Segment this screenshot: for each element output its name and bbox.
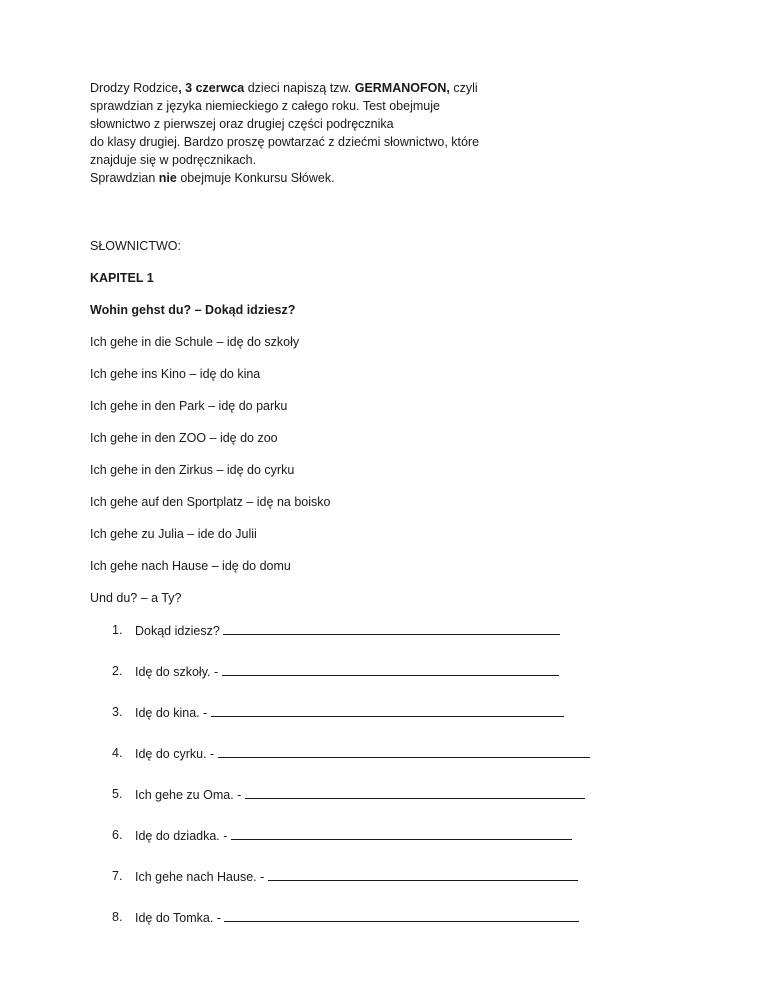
vocabulary-item: Ich gehe ins Kino – idę do kina bbox=[90, 367, 261, 381]
intro-test-name: GERMANOFON, bbox=[354, 81, 450, 95]
exercise-text: Idę do kina. - bbox=[135, 706, 211, 720]
intro-text: obejmuje Konkursu Słówek. bbox=[176, 171, 335, 185]
exercise-text: Idę do Tomka. - bbox=[135, 911, 225, 925]
answer-blank[interactable] bbox=[268, 867, 578, 881]
exercise-item bbox=[90, 621, 690, 640]
intro-line-5: znajduje się w podręcznikach. bbox=[90, 153, 257, 167]
vocabulary-item: Ich gehe in den Zirkus – idę do cyrku bbox=[90, 463, 295, 477]
intro-text: czyli bbox=[449, 81, 478, 95]
exercise-number: 2. bbox=[112, 664, 123, 678]
exercise-item bbox=[90, 785, 690, 804]
exercise-text: Ich gehe nach Hause. - bbox=[135, 870, 268, 884]
exercise-text: Idę do dziadka. - bbox=[135, 829, 231, 843]
vocabulary-item: Ich gehe zu Julia – ide do Julii bbox=[90, 527, 257, 541]
answer-blank[interactable] bbox=[231, 826, 572, 840]
exercise-item bbox=[90, 908, 690, 927]
intro-line-2: sprawdzian z języka niemieckiego z całego roku. Test obejmuje bbox=[90, 99, 440, 113]
exercise-prompt: Und du? – a Ty? bbox=[90, 591, 182, 605]
section-title: SŁOWNICTWO: bbox=[90, 239, 181, 253]
intro-line-6 bbox=[90, 169, 690, 187]
exercise-number: 4. bbox=[112, 746, 123, 760]
worksheet-page bbox=[90, 79, 690, 949]
answer-blank[interactable] bbox=[218, 744, 590, 758]
vocabulary-item: Ich gehe in den Park – idę do parku bbox=[90, 399, 288, 413]
vocabulary-item: Ich gehe in die Schule – idę do szkoły bbox=[90, 335, 300, 349]
answer-blank[interactable] bbox=[224, 908, 579, 922]
intro-date: , 3 czerwca bbox=[178, 81, 245, 95]
vocabulary-item: Ich gehe auf den Sportplatz – idę na boisko bbox=[90, 495, 331, 509]
intro-paragraph bbox=[90, 79, 690, 187]
question-heading: Wohin gehst du? – Dokąd idziesz? bbox=[90, 303, 296, 317]
exercise-number: 3. bbox=[112, 705, 123, 719]
chapter-title: KAPITEL 1 bbox=[90, 271, 154, 285]
exercise-number: 7. bbox=[112, 869, 123, 883]
exercise-text: Idę do szkoły. - bbox=[135, 665, 222, 679]
answer-blank[interactable] bbox=[223, 621, 560, 635]
intro-line-4: do klasy drugiej. Bardzo proszę powtarzać z dziećmi słownictwo, które bbox=[90, 135, 480, 149]
exercise-number: 8. bbox=[112, 910, 123, 924]
exercise-text: Dokąd idziesz? bbox=[135, 624, 224, 638]
exercise-list bbox=[90, 621, 690, 927]
exercise-item bbox=[90, 867, 690, 886]
intro-emphasis: nie bbox=[158, 171, 177, 185]
answer-blank[interactable] bbox=[245, 785, 585, 799]
vocabulary-item: Ich gehe in den ZOO – idę do zoo bbox=[90, 431, 278, 445]
answer-blank[interactable] bbox=[222, 662, 559, 676]
intro-line-1 bbox=[90, 79, 690, 97]
exercise-number: 1. bbox=[112, 623, 123, 637]
intro-greeting: Drodzy Rodzice bbox=[90, 81, 179, 95]
exercise-text: Ich gehe zu Oma. - bbox=[135, 788, 245, 802]
exercise-item bbox=[90, 662, 690, 681]
exercise-item bbox=[90, 744, 690, 763]
vocabulary-item: Ich gehe nach Hause – idę do domu bbox=[90, 559, 291, 573]
exercise-text: Idę do cyrku. - bbox=[135, 747, 218, 761]
exercise-item bbox=[90, 826, 690, 845]
exercise-number: 6. bbox=[112, 828, 123, 842]
vocabulary-list bbox=[90, 333, 690, 575]
intro-text: dzieci napiszą tzw. bbox=[244, 81, 355, 95]
answer-blank[interactable] bbox=[211, 703, 564, 717]
exercise-item bbox=[90, 703, 690, 722]
intro-line-3: słownictwo z pierwszej oraz drugiej części podręcznika bbox=[90, 117, 394, 131]
exercise-number: 5. bbox=[112, 787, 123, 801]
intro-text: Sprawdzian bbox=[90, 171, 159, 185]
